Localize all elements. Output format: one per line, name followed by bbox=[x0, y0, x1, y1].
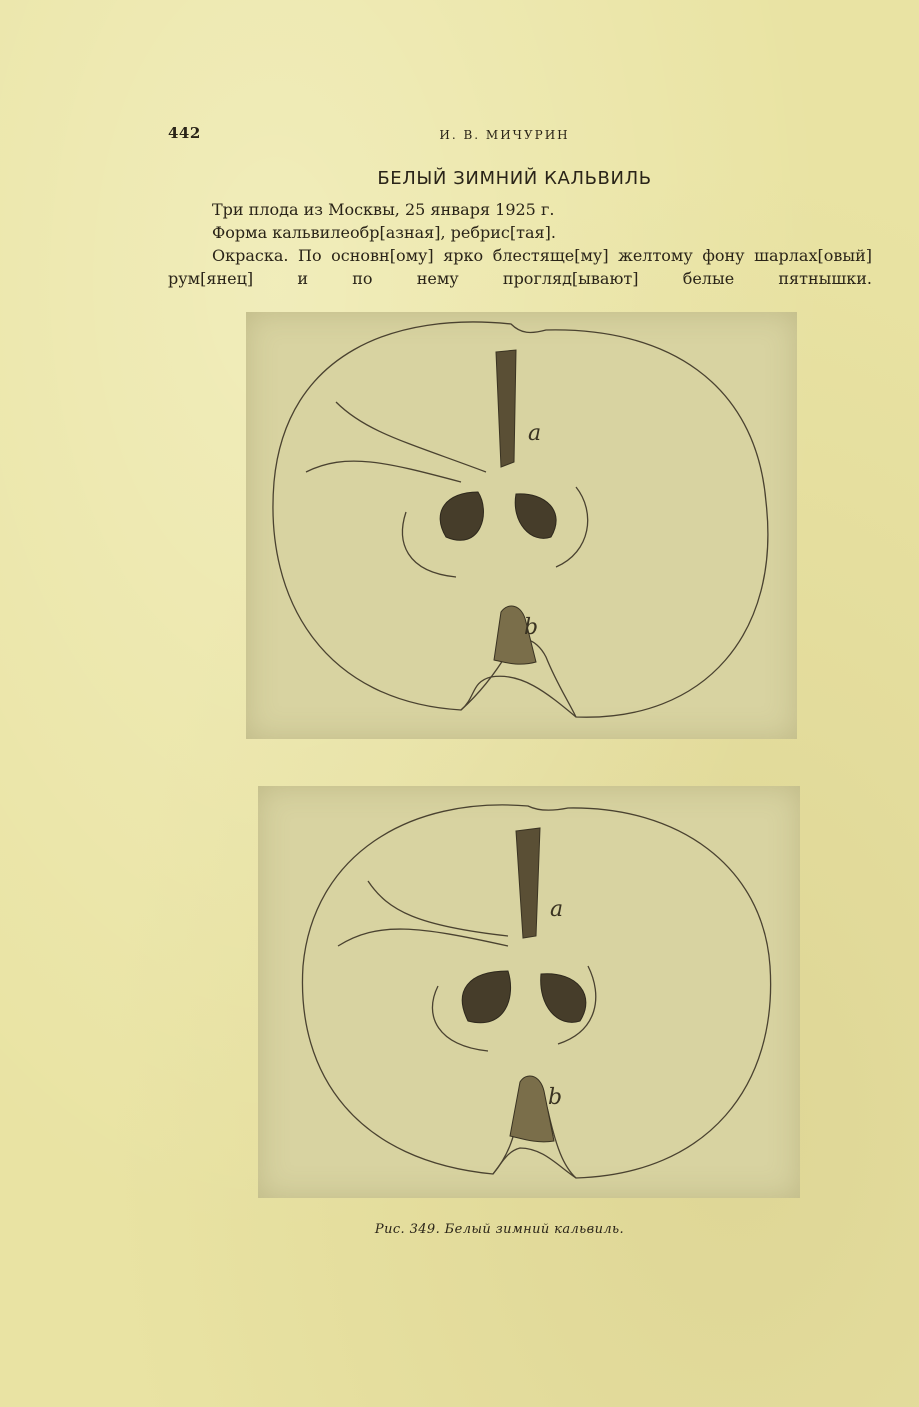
vein-upper bbox=[368, 881, 508, 936]
article-title: БЕЛЫЙ ЗИМНИЙ КАЛЬВИЛЬ bbox=[377, 168, 652, 189]
seed-right bbox=[541, 974, 586, 1023]
apple-drawing-top bbox=[246, 312, 797, 739]
seed-right bbox=[515, 494, 556, 538]
label-a: a bbox=[528, 421, 542, 446]
label-b: b bbox=[524, 615, 539, 640]
seed-left bbox=[440, 492, 483, 540]
seed-left bbox=[462, 971, 510, 1023]
paragraph-origin: Три плода из Москвы, 25 января 1925 г. bbox=[212, 200, 555, 219]
figure-caption: Рис. 349. Белый зимний кальвиль. bbox=[374, 1222, 625, 1237]
page-number: 442 bbox=[168, 124, 201, 142]
label-b: b bbox=[548, 1085, 563, 1110]
stem bbox=[496, 350, 516, 467]
vein-left bbox=[338, 929, 508, 946]
core-line-right bbox=[556, 487, 588, 567]
figure-apple-section-bottom bbox=[258, 786, 800, 1198]
paragraph-coloring: Окраска. По основн[ому] ярко блестяще[му] желтому фону шарлах[овый] рум[янец] и по нему прогляд[ывают] белые пятнышки. bbox=[168, 246, 872, 288]
running-head: И. В. МИЧУРИН bbox=[439, 128, 570, 142]
stem bbox=[516, 828, 540, 938]
apple-drawing-bottom bbox=[258, 786, 800, 1198]
vein-left bbox=[306, 461, 461, 482]
label-a: a bbox=[550, 897, 564, 922]
figure-apple-section-top bbox=[246, 312, 797, 739]
paragraph-shape: Форма кальвилеобр[азная], ребрис[тая]. bbox=[212, 223, 556, 242]
